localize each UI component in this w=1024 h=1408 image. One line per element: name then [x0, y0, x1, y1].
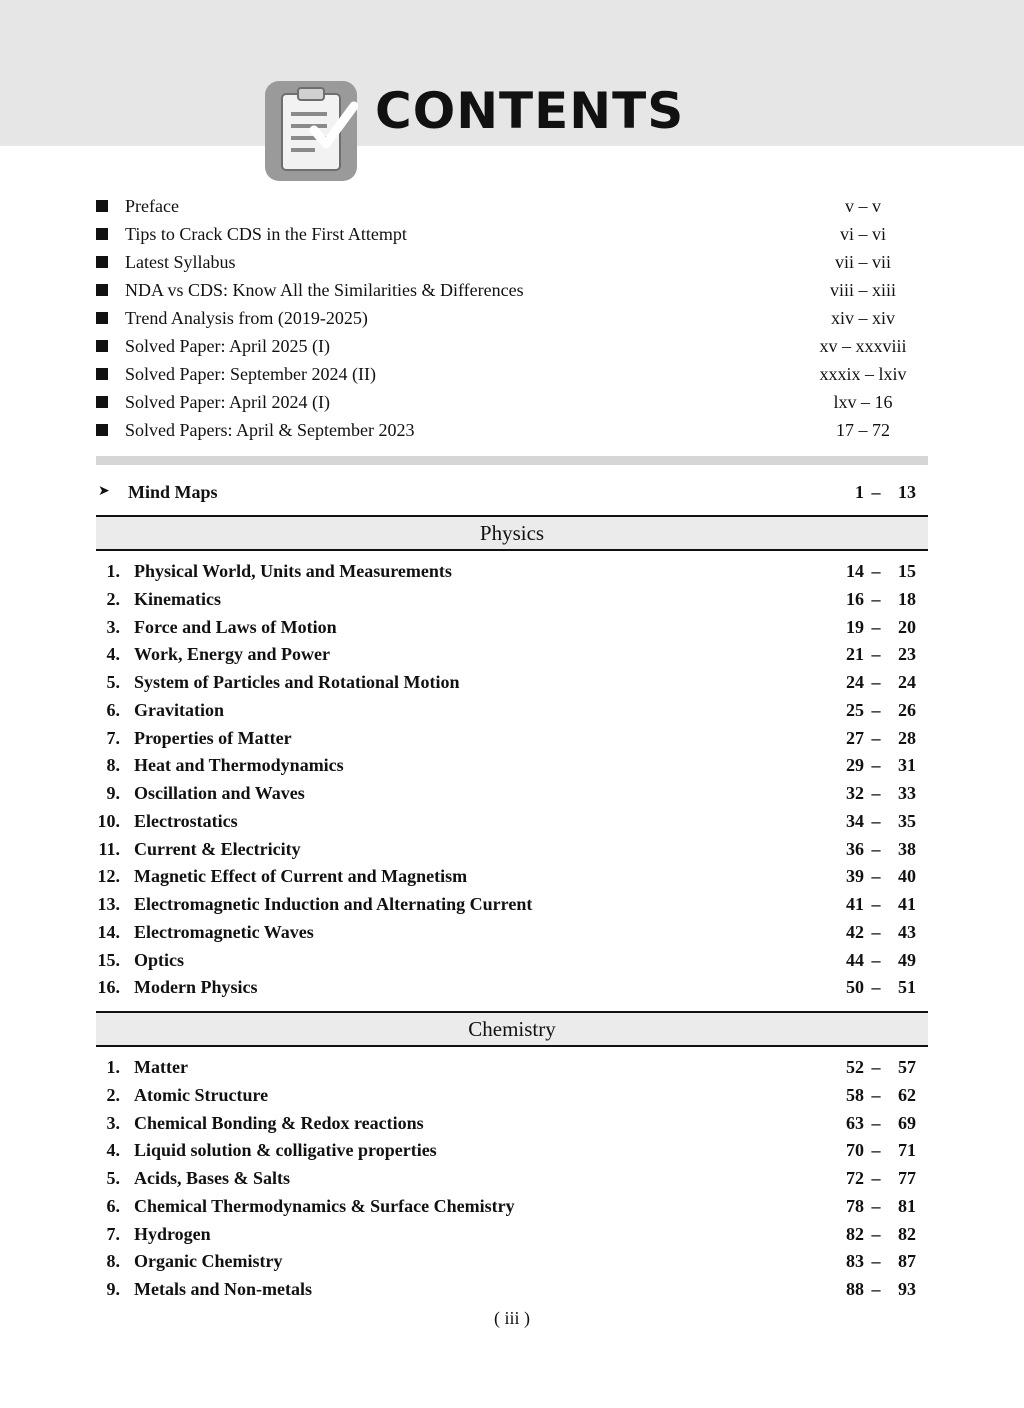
- page-dash: –: [871, 616, 881, 637]
- page-end: 43: [898, 921, 916, 942]
- chapter-title: Modern Physics: [134, 977, 258, 998]
- chapter-title: Electrostatics: [134, 810, 238, 831]
- chapter-number: 1.: [106, 1057, 120, 1077]
- page-end: 13: [898, 482, 916, 502]
- page-start: 25: [846, 699, 864, 720]
- square-bullet-icon: [96, 424, 108, 436]
- chapter-title: Optics: [134, 949, 185, 970]
- page-dash: –: [871, 977, 881, 998]
- page-start: 16: [846, 588, 864, 609]
- page-start: 32: [846, 783, 864, 803]
- page-range: [836, 641, 916, 669]
- page-range: 17 – 72: [836, 420, 890, 440]
- page-range: [836, 478, 916, 506]
- chapter-title: Matter: [134, 1057, 188, 1077]
- chapter-number: 9.: [106, 783, 120, 803]
- entry-title: Solved Paper: September 2024 (II): [125, 364, 376, 384]
- square-bullet-icon: [96, 368, 108, 380]
- page-range: lxv – 16: [833, 392, 893, 412]
- page-end: 26: [898, 699, 916, 720]
- chapter-row: [96, 1082, 928, 1110]
- chapter-title: Electromagnetic Waves: [134, 921, 314, 942]
- chapter-title: Work, Energy and Power: [134, 644, 330, 665]
- square-bullet-icon: [96, 340, 108, 352]
- page-range: [836, 1054, 916, 1082]
- chapter-number: 4.: [106, 1140, 120, 1161]
- page-range: [836, 947, 916, 975]
- page-range: [836, 725, 916, 753]
- page-end: 82: [898, 1223, 916, 1244]
- entry-title: Tips to Crack CDS in the First Attempt: [125, 224, 407, 244]
- chapter-number: 3.: [106, 616, 120, 637]
- page-start: 41: [846, 894, 864, 914]
- page-range: xiv – xiv: [830, 308, 895, 328]
- chapter-row: [96, 1137, 928, 1165]
- page-range: [836, 780, 916, 808]
- square-bullet-icon: [96, 228, 108, 240]
- chapter-number: 2.: [106, 588, 120, 609]
- page-dash: –: [871, 588, 881, 609]
- chapter-number: 7.: [106, 727, 120, 748]
- page-range: [836, 1248, 916, 1276]
- page-range: [836, 1193, 916, 1221]
- page-end: 35: [898, 810, 916, 831]
- chapter-row: [96, 641, 928, 669]
- page-start: 27: [846, 727, 864, 748]
- page-start: 83: [846, 1251, 864, 1272]
- page-dash: –: [871, 1112, 881, 1133]
- page-end: 49: [898, 949, 916, 970]
- page-dash: –: [871, 482, 881, 502]
- chapter-row: [96, 1221, 928, 1249]
- page-start: 29: [846, 755, 864, 776]
- divider: [96, 456, 928, 465]
- chapter-row: [96, 558, 928, 586]
- front-matter-item: [96, 192, 928, 220]
- chapter-title: Chemical Thermodynamics & Surface Chemistry: [134, 1195, 515, 1216]
- page-end: 18: [898, 588, 916, 609]
- page-dash: –: [871, 1140, 881, 1161]
- chapter-title: Physical World, Units and Measurements: [134, 561, 452, 581]
- page-end: 71: [898, 1140, 916, 1161]
- page-start: 39: [846, 866, 864, 887]
- page-range: v – v: [845, 196, 881, 216]
- chapter-row: [96, 808, 928, 836]
- chapter-row: [96, 1193, 928, 1221]
- entry-title: Preface: [125, 196, 179, 216]
- page-range: [836, 697, 916, 725]
- page-start: 82: [846, 1223, 864, 1244]
- page-dash: –: [871, 1251, 881, 1272]
- page-dash: –: [871, 727, 881, 748]
- page-range: [836, 614, 916, 642]
- front-matter-item: [96, 332, 928, 360]
- chapter-row: [96, 947, 928, 975]
- entry-title: NDA vs CDS: Know All the Similarities & Differences: [125, 280, 524, 300]
- page-dash: –: [871, 1195, 881, 1216]
- square-bullet-icon: [96, 396, 108, 408]
- page-end: 40: [898, 866, 916, 887]
- page-dash: –: [871, 1084, 881, 1105]
- page-end: 38: [898, 838, 916, 859]
- chapter-title: Kinematics: [134, 588, 221, 609]
- page-start: 24: [846, 672, 864, 692]
- chapter-title: Heat and Thermodynamics: [134, 755, 344, 776]
- front-matter-item: [96, 416, 928, 444]
- chapter-number: 1.: [106, 561, 120, 581]
- mind-maps-entry: [96, 478, 928, 506]
- page-end: 20: [898, 616, 916, 637]
- page-range: [836, 836, 916, 864]
- chapter-row: [96, 697, 928, 725]
- chapter-number: 5.: [106, 672, 120, 692]
- chapter-title: Properties of Matter: [134, 727, 292, 748]
- chapter-title: Acids, Bases & Salts: [134, 1168, 291, 1188]
- page-end: 41: [898, 894, 916, 914]
- page-dash: –: [871, 755, 881, 776]
- page-dash: –: [871, 921, 881, 942]
- chapter-row: [96, 1276, 928, 1304]
- page-range: [836, 808, 916, 836]
- chapter-number: 4.: [106, 644, 120, 665]
- page-start: 44: [846, 949, 864, 970]
- page-end: 31: [898, 755, 916, 776]
- chapter-title: Oscillation and Waves: [134, 783, 305, 803]
- page-start: 36: [846, 838, 864, 859]
- page-range: [836, 558, 916, 586]
- chapter-number: 7.: [106, 1223, 120, 1244]
- page-end: 81: [898, 1195, 916, 1216]
- chapter-number: 15.: [97, 949, 120, 970]
- page-start: 21: [846, 644, 864, 665]
- page-end: 23: [898, 644, 916, 665]
- page-start: 50: [846, 977, 864, 998]
- page-end: 15: [898, 561, 916, 581]
- mind-maps-title: Mind Maps: [128, 482, 218, 502]
- chapter-title: System of Particles and Rotational Motion: [134, 672, 460, 692]
- page-range: [836, 752, 916, 780]
- square-bullet-icon: [96, 256, 108, 268]
- page-end: 28: [898, 727, 916, 748]
- section-heading-physics: Physics: [96, 515, 928, 551]
- page-start: 58: [846, 1084, 864, 1105]
- chapter-row: [96, 614, 928, 642]
- arrow-bullet-icon: ➤: [98, 484, 110, 499]
- square-bullet-icon: [96, 312, 108, 324]
- square-bullet-icon: [96, 284, 108, 296]
- page-range: [836, 1221, 916, 1249]
- page-start: 42: [846, 921, 864, 942]
- page-start: 88: [846, 1279, 864, 1299]
- chapter-number: 8.: [106, 1251, 120, 1272]
- chapter-row: [96, 669, 928, 697]
- chapter-row: [96, 974, 928, 1002]
- chapter-number: 11.: [98, 838, 120, 859]
- chapter-row: [96, 780, 928, 808]
- page-range: [836, 586, 916, 614]
- page-end: 93: [898, 1279, 916, 1299]
- chapter-number: 12.: [97, 866, 120, 887]
- chapter-number: 13.: [97, 894, 120, 914]
- chapter-title: Liquid solution & colligative properties: [134, 1140, 437, 1161]
- page-end: 62: [898, 1084, 916, 1105]
- page-dash: –: [871, 838, 881, 859]
- page-start: 72: [846, 1168, 864, 1188]
- entry-title: Latest Syllabus: [125, 252, 236, 272]
- page-end: 69: [898, 1112, 916, 1133]
- chapter-title: Current & Electricity: [134, 838, 301, 859]
- page-end: 33: [898, 783, 916, 803]
- chapter-title: Chemical Bonding & Redox reactions: [134, 1112, 424, 1133]
- clipboard-check-icon: [264, 80, 358, 182]
- chapter-row: [96, 752, 928, 780]
- chapter-title: Gravitation: [134, 699, 224, 720]
- chapter-number: 16.: [97, 977, 120, 998]
- entry-title: Trend Analysis from (2019-2025): [125, 308, 368, 328]
- page-range: [836, 1082, 916, 1110]
- page-start: 63: [846, 1112, 864, 1133]
- chapter-row: [96, 919, 928, 947]
- front-matter-item: [96, 276, 928, 304]
- chapter-row: [96, 586, 928, 614]
- chapter-title: Electromagnetic Induction and Alternating Current: [134, 894, 533, 914]
- section-heading-chemistry: Chemistry: [96, 1011, 928, 1047]
- chapter-number: 5.: [106, 1168, 120, 1188]
- page-range: vii – vii: [834, 252, 891, 272]
- page-start: 19: [846, 616, 864, 637]
- chapter-number: 10.: [97, 810, 120, 831]
- page-end: 57: [898, 1057, 916, 1077]
- physics-chapter-list: [96, 558, 928, 1002]
- front-matter-item: [96, 248, 928, 276]
- page-number: ( iii ): [494, 1308, 530, 1328]
- page-range: [836, 1137, 916, 1165]
- front-matter-item: [96, 388, 928, 416]
- page-range: xv – xxxviii: [819, 336, 907, 356]
- chapter-number: 8.: [106, 755, 120, 776]
- page-dash: –: [871, 561, 881, 581]
- page-end: 77: [898, 1168, 916, 1188]
- entry-title: Solved Papers: April & September 2023: [125, 420, 415, 440]
- page-dash: –: [871, 783, 881, 803]
- page-dash: –: [871, 866, 881, 887]
- chapter-title: Force and Laws of Motion: [134, 616, 337, 637]
- chapter-title: Magnetic Effect of Current and Magnetism: [134, 866, 468, 887]
- page-start: 70: [846, 1140, 864, 1161]
- front-matter-item: [96, 220, 928, 248]
- page-end: 51: [898, 977, 916, 998]
- page-dash: –: [871, 644, 881, 665]
- chapter-row: [96, 1054, 928, 1082]
- chapter-number: 2.: [106, 1084, 120, 1105]
- page-start: 34: [846, 810, 864, 831]
- chapter-title: Metals and Non-metals: [134, 1279, 312, 1299]
- page-range: [836, 1110, 916, 1138]
- page-dash: –: [871, 894, 881, 914]
- page-range: [836, 919, 916, 947]
- chapter-row: [96, 1110, 928, 1138]
- chapter-row: [96, 891, 928, 919]
- page-range: [836, 863, 916, 891]
- page-range: viii – xiii: [829, 280, 896, 300]
- chapter-number: 3.: [106, 1112, 120, 1133]
- page-end: 24: [898, 672, 916, 692]
- page-end: 87: [898, 1251, 916, 1272]
- page-range: [836, 1276, 916, 1304]
- page-dash: –: [871, 699, 881, 720]
- page-dash: –: [871, 672, 881, 692]
- chapter-number: 6.: [106, 1195, 120, 1216]
- page-dash: –: [871, 1168, 881, 1188]
- entry-title: Solved Paper: April 2025 (I): [125, 336, 330, 356]
- page-range: [836, 669, 916, 697]
- chapter-title: Organic Chemistry: [134, 1251, 283, 1272]
- page-range: vi – vi: [839, 224, 886, 244]
- page-start: 52: [846, 1057, 864, 1077]
- page-range: [836, 891, 916, 919]
- page-dash: –: [871, 1057, 881, 1077]
- chapter-row: [96, 1165, 928, 1193]
- front-matter-item: [96, 304, 928, 332]
- page-range: [836, 974, 916, 1002]
- page-range: xxxix – lxiv: [819, 364, 907, 384]
- chapter-number: 14.: [97, 921, 120, 942]
- page-dash: –: [871, 810, 881, 831]
- entry-title: Solved Paper: April 2024 (I): [125, 392, 330, 412]
- chapter-number: 9.: [106, 1279, 120, 1299]
- page-start: 78: [846, 1195, 864, 1216]
- page-dash: –: [871, 1223, 881, 1244]
- chemistry-chapter-list: [96, 1054, 928, 1304]
- square-bullet-icon: [96, 200, 108, 212]
- chapter-title: Atomic Structure: [134, 1084, 269, 1105]
- chapter-row: [96, 1248, 928, 1276]
- page-range: [836, 1165, 916, 1193]
- chapter-title: Hydrogen: [134, 1223, 211, 1244]
- chapter-row: [96, 863, 928, 891]
- chapter-row: [96, 725, 928, 753]
- page-title: CONTENTS: [375, 82, 685, 140]
- page-dash: –: [871, 949, 881, 970]
- front-matter-item: [96, 360, 928, 388]
- page-start: 1: [855, 482, 864, 502]
- page-start: 14: [846, 561, 864, 581]
- chapter-number: 6.: [106, 699, 120, 720]
- front-matter-list: [96, 192, 928, 444]
- chapter-row: [96, 836, 928, 864]
- page-dash: –: [871, 1279, 881, 1299]
